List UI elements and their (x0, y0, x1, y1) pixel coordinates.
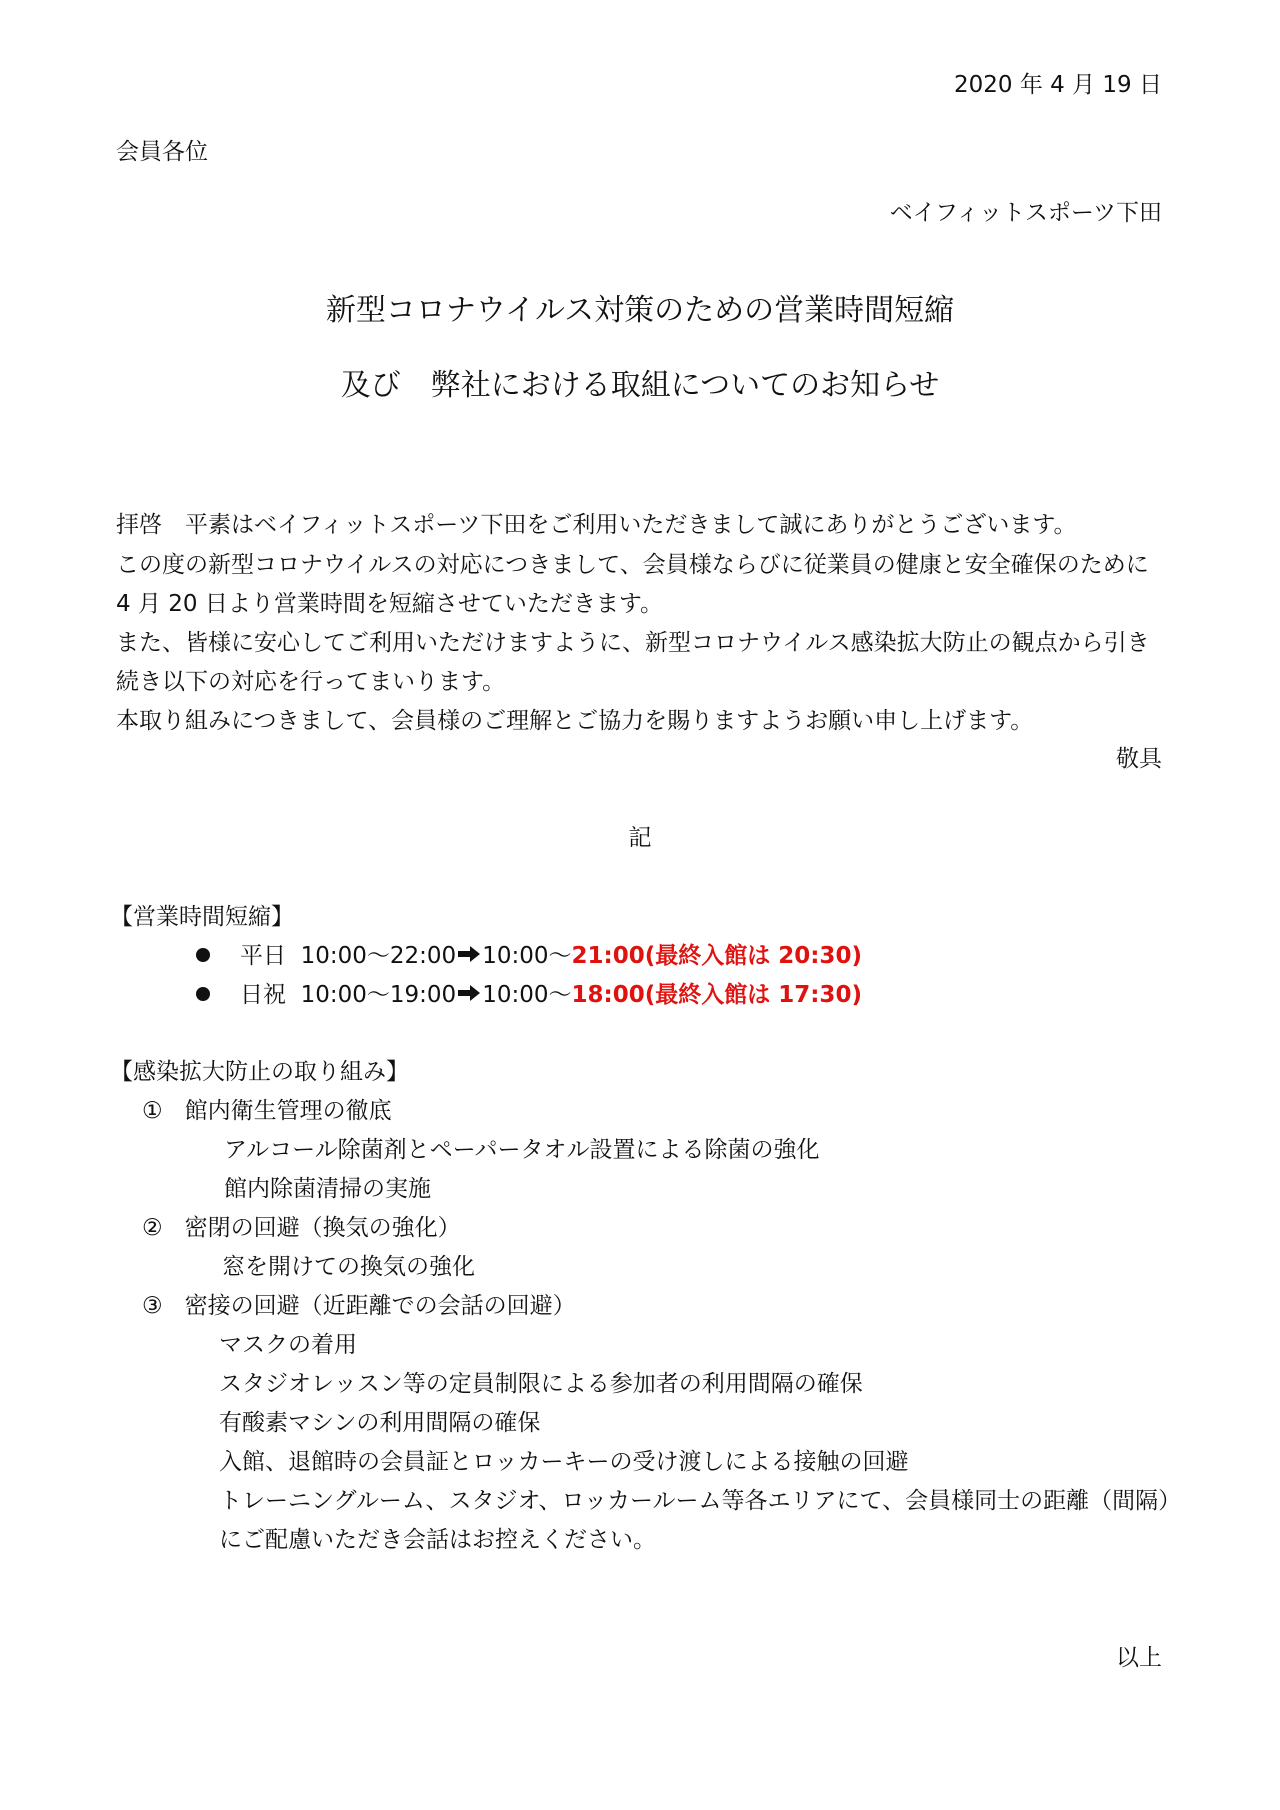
title-line-1: 新型コロナウイルス対策のための営業時間短縮 (325, 293, 955, 328)
body-line: 4 月 20 日より営業時間を短縮させていただきます。 (116, 591, 663, 617)
hours-heading: 【営業時間短縮】 (110, 904, 294, 930)
measure-number: ① (142, 1098, 163, 1124)
measure-title (142, 1096, 392, 1126)
measure-item: 有酸素マシンの利用間隔の確保 (219, 1410, 541, 1436)
hours-old: 10:00～19:00 (300, 982, 457, 1008)
measure-number: ② (142, 1215, 163, 1241)
measure-item: 館内除菌清掃の実施 (224, 1176, 431, 1202)
measure-title (142, 1213, 461, 1243)
hours-new-end: 18:00(最終入館は 17:30) (571, 982, 862, 1008)
measure-number: ③ (142, 1293, 163, 1319)
hours-row-holiday (196, 980, 862, 1011)
closing-keigu: 敬具 (1116, 746, 1162, 772)
measure-item: スタジオレッスン等の定員制限による参加者の利用間隔の確保 (219, 1371, 863, 1397)
measure-item: にご配慮いただき会話はお控えください。 (219, 1527, 656, 1553)
measures-heading: 【感染拡大防止の取り組み】 (110, 1059, 409, 1085)
hours-new-end: 21:00(最終入館は 20:30) (571, 943, 862, 969)
date: 2020 年 4 月 19 日 (954, 72, 1162, 98)
sender: ベイフィットスポーツ下田 (889, 200, 1162, 226)
body-line: 続き以下の対応を行ってまいります。 (116, 669, 506, 695)
hours-row-weekday (196, 941, 862, 972)
measure-item: トレーニングルーム、スタジオ、ロッカールーム等各エリアにて、会員様同士の距離（間隔） (219, 1488, 1182, 1514)
filled-circle-icon (196, 948, 210, 962)
body-line: この度の新型コロナウイルスの対応につきまして、会員様ならびに従業員の健康と安全確保のために (116, 552, 1149, 578)
hours-new-start: 10:00～ (482, 943, 572, 969)
measure-title-text: 館内衛生管理の徹底 (184, 1098, 392, 1124)
measure-item: 入館、退館時の会員証とロッカーキーの受け渡しによる接触の回避 (219, 1449, 909, 1475)
right-arrow-icon (458, 979, 480, 1009)
ki-marker: 記 (628, 825, 652, 851)
hours-day: 平日 (240, 943, 286, 969)
measure-title-text: 密接の回避（近距離での会話の回避） (184, 1293, 576, 1319)
measure-item: マスクの着用 (219, 1332, 357, 1358)
title-line-2: 及び 弊社における取組についてのお知らせ (340, 368, 940, 403)
body-line: 本取り組みにつきまして、会員様のご理解とご協力を賜りますようお願い申し上げます。 (116, 708, 1034, 734)
measure-title-text: 密閉の回避（換気の強化） (184, 1215, 461, 1241)
body-line: また、皆様に安心してご利用いただけますように、新型コロナウイルス感染拡大防止の観点から引き (116, 630, 1150, 656)
hours-new-start: 10:00～ (482, 982, 572, 1008)
measure-item: アルコール除菌剤とペーパータオル設置による除菌の強化 (224, 1137, 820, 1163)
body-line: 拝啓 平素はベイフィットスポーツ下田をご利用いただきまして誠にありがとうございます。 (116, 512, 1077, 538)
hours-old: 10:00～22:00 (300, 943, 457, 969)
measure-item: 窓を開けての換気の強化 (222, 1254, 475, 1280)
filled-circle-icon (196, 987, 210, 1001)
right-arrow-icon (458, 940, 480, 970)
addressee: 会員各位 (116, 139, 208, 165)
measure-title (142, 1291, 576, 1321)
hours-day: 日祝 (240, 982, 286, 1008)
closing-ijou: 以上 (1116, 1645, 1162, 1671)
